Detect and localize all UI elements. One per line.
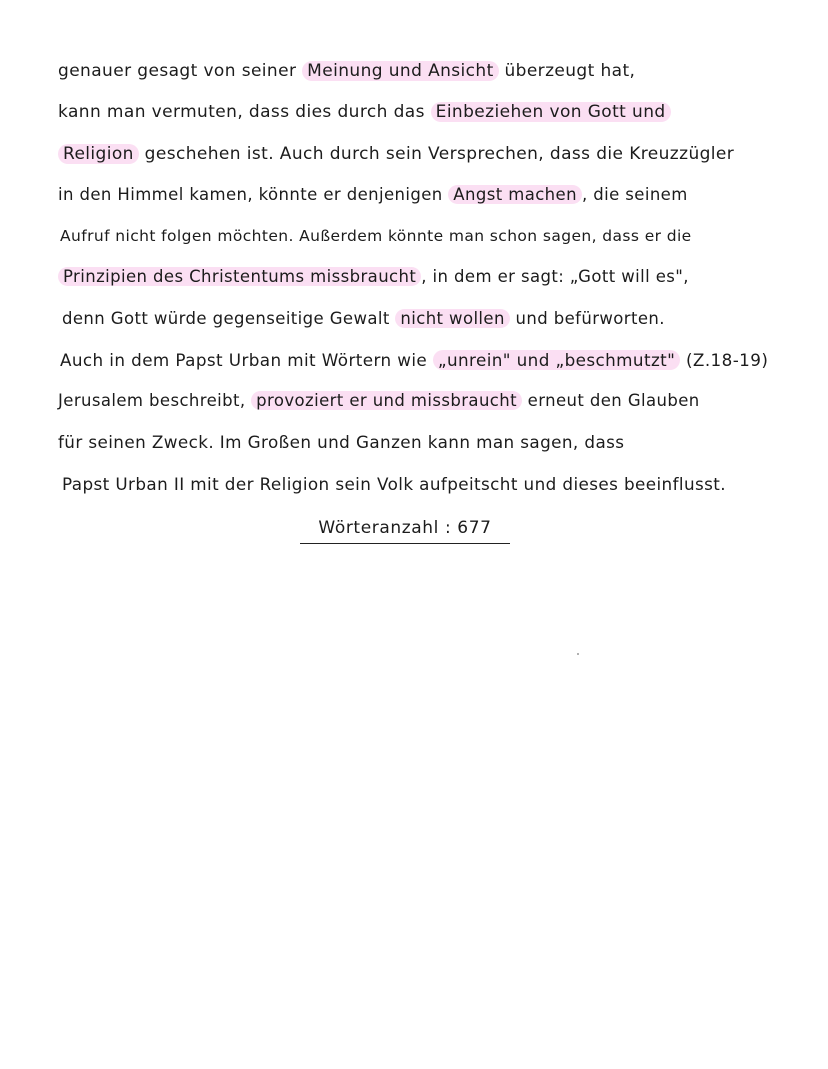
text-segment: und befürworten. (509, 309, 665, 328)
text-line (58, 97, 788, 127)
highlighted-phrase: nicht wollen (395, 309, 509, 328)
text-line (58, 427, 788, 457)
text-line (62, 304, 788, 334)
word-count-label: Wörteranzahl : 677 (300, 513, 510, 544)
text-line (58, 56, 788, 86)
text-segment: , die seinem (581, 185, 688, 204)
text-line (60, 221, 788, 251)
text-segment: , in dem er sagt: „Gott will es", (421, 267, 689, 286)
text-segment: Aufruf nicht folgen möchten. Außerdem könnte man schon sagen, dass er die (60, 227, 692, 245)
text-segment: Papst Urban II mit der Religion sein Volk aufpeitscht und dieses beeinflusst. (62, 474, 726, 494)
text-segment: genauer gesagt von seiner (58, 61, 303, 81)
text-segment: erneut den Glauben (522, 391, 700, 410)
text-segment: geschehen ist. Auch durch sein Versprechen, dass die Kreuzzügler (138, 144, 735, 164)
text-line (58, 262, 788, 292)
text-line (60, 345, 788, 375)
text-line (58, 386, 788, 416)
paper-speck (577, 653, 579, 655)
highlighted-phrase: Angst machen (448, 185, 582, 204)
text-segment: kann man vermuten, dass dies durch das (58, 102, 431, 122)
highlighted-phrase: Prinzipien des Christentums missbraucht (58, 267, 421, 286)
highlighted-phrase: Einbeziehen von Gott und (431, 102, 671, 122)
text-segment: überzeugt hat, (498, 61, 636, 81)
text-line (58, 139, 788, 169)
text-segment: für seinen Zweck. Im Großen und Ganzen kann man sagen, dass (58, 432, 625, 452)
text-segment: Jerusalem beschreibt, (58, 391, 252, 410)
highlighted-phrase: Meinung und Ansicht (302, 61, 498, 81)
highlighted-phrase: provoziert er und missbraucht (251, 391, 522, 410)
text-segment: in den Himmel kamen, könnte er denjenigen (58, 185, 449, 204)
text-segment: Auch in dem Papst Urban mit Wörtern wie (60, 350, 433, 370)
highlighted-phrase: Religion (58, 144, 139, 164)
text-line (62, 469, 788, 499)
text-line (58, 180, 788, 210)
text-segment: denn Gott würde gegenseitige Gewalt (62, 309, 396, 328)
highlighted-phrase: „unrein" und „beschmutzt" (433, 350, 680, 370)
text-segment: (Z.18-19) (680, 350, 769, 370)
